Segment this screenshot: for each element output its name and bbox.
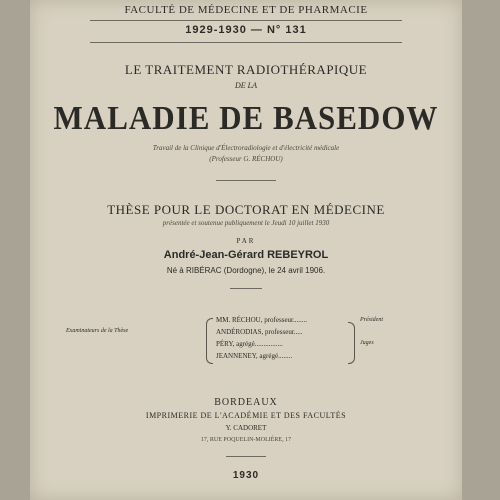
- author-name: André-Jean-Gérard REBEYROL: [163, 249, 329, 261]
- thesis-title-page: [30, 0, 462, 500]
- faculty-heading: FACULTÉ DE MÉDECINE ET DE PHARMACIE: [124, 4, 368, 16]
- small-divider: [230, 288, 262, 289]
- publication-year: 1930: [232, 470, 260, 481]
- publisher-city: BORDEAUX: [214, 397, 278, 408]
- work-line-2: (Professeur G. RÉCHOU): [209, 155, 283, 163]
- publisher-name: Y. CADORET: [225, 424, 267, 432]
- work-line-1: Travail de la Clinique d'Électroradiologie et d'électricité médicale: [152, 144, 340, 152]
- examiner-member: MM. RÉCHOU, professeur........: [216, 316, 307, 324]
- examiner-member: PÉRY, agrégé................: [216, 340, 283, 348]
- publisher-address: 17, RUE POQUELIN-MOLIÈRE, 17: [200, 437, 292, 443]
- main-title: MALADIE DE BASEDOW: [53, 98, 439, 137]
- thesis-number: 1929-1930 — N° 131: [185, 24, 307, 36]
- section-divider: [216, 180, 276, 181]
- role-juges: Juges: [360, 340, 374, 346]
- thesis-title: THÈSE POUR LE DOCTORAT EN MÉDECINE: [107, 202, 385, 217]
- thesis-presented: présentée et soutenue publiquement le Jeudi 10 juillet 1930: [162, 219, 330, 227]
- header-rule: [90, 20, 402, 21]
- examiner-member: JEANNENEY, agrégé........: [216, 352, 293, 360]
- title-line-2: DE LA: [235, 81, 257, 90]
- footer-divider: [226, 456, 266, 457]
- publisher-printer: IMPRIMERIE DE L'ACADÉMIE ET DES FACULTÉS: [145, 411, 347, 420]
- examiner-member: ANDÉRODIAS, professeur.....: [216, 328, 303, 336]
- examiners-label: Examinateurs de la Thèse: [66, 328, 129, 334]
- number-rule: [90, 42, 402, 43]
- role-president: Président: [360, 317, 383, 323]
- title-line-1: LE TRAITEMENT RADIOTHÉRAPIQUE: [124, 62, 368, 77]
- examiners-right-brace: [348, 322, 355, 364]
- author-birth: Né à RIBÉRAC (Dordogne), le 24 avril 1906.: [166, 266, 326, 275]
- thesis-par: PAR: [236, 237, 256, 245]
- examiners-left-brace: [206, 318, 213, 364]
